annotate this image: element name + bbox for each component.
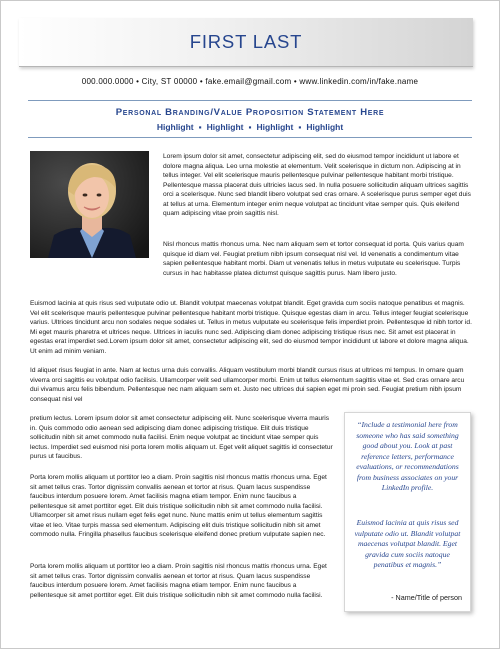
profile-photo <box>30 151 149 258</box>
portrait-illustration <box>30 151 149 258</box>
testimonial-text: Euismod lacinia at quis risus sed vulputate odio ut. Blandit volutpat maecenas volutpat blandit. Eget gravida cum sociis natoque penatibus et magnis.” <box>354 518 461 569</box>
body-paragraph-5: Porta lorem mollis aliquam ut porttitor leo a diam. Proin sagittis nisl rhoncus mattis rhoncus urna. Eget sit amet tellus cras. Tortor dignissim convallis aenean et tortor at risus. Quam lacus suspendisse faucibus interdum posuere lorem. Amet facilisis magna etiam tempor. Enim nunc faucibus a pellentesque sit amet porttitor eget. Elit duis tristique sollicitudin nibh sit amet commodo nulla facilisi. Ullamcorper sit amet risus nullam eget felis eget nunc. Nunc mattis enim ut tellus elementum sagittis vitae et leo. Vitae turpis massa sed elementum. Adipiscing elit duis tristique sollicitudin nibh sit amet commodo nulla. Fringilla phasellus faucibus scelerisque eleifend donec pretium vulputate sapien nec. <box>30 474 327 539</box>
bullet-separator: ▪ <box>198 122 202 132</box>
highlight-item: Highlight <box>156 122 194 132</box>
body-paragraph-6: Porta lorem mollis aliquam ut porttitor leo a diam. Proin sagittis nisl rhoncus mattis rhoncus urna. Eget sit amet tellus cras. Tortor dignissim convallis aenean et tortor at risus. Quam lacus suspendisse faucibus interdum posuere lorem. Amet facilisis magna etiam tempor. Enim nunc faucibus a pellentesque sit amet porttitor eget. Elit duis tristique sollicitudin nibh sit amet commodo nulla facilisi. <box>30 563 327 599</box>
testimonial-attribution: - Name/Title of person <box>391 593 462 602</box>
body-paragraph-4-continued: pretium lectus. Lorem ipsum dolor sit amet consectetur adipiscing elit. Nunc scelerisque viverra mauris in. Quis commodo odio aenean sed adipiscing diam donec adipiscing tristique. Elit duis tristique sollicitudin nibh sit amet commodo nulla facilisi. Enim neque volutpat ac tincidunt vitae semper quis lectus. Imperdiet sed euismod nisi porta lorem mollis aliquam ut. Eget velit aliquet sagittis id consectetur purus ut faucibus. <box>30 415 333 461</box>
testimonial-box <box>344 412 471 612</box>
highlights-row <box>0 122 500 132</box>
body-paragraph-3: Euismod lacinia at quis risus sed vulputate odio ut. Blandit volutpat maecenas volutpat blandit. Eget gravida cum sociis natoque penatibus et magnis. Vel elit scelerisque mauris pellentesque pulvinar pellentesque habitant morbi tristique. Quisque egestas diam in arcu. Tellus integer feugiat scelerisque varius. Ultrices tincidunt arcu non sodales neque sodales ut. Tellus in metus vulputate eu scelerisque felis imperdiet proin. Pellentesque id nibh tortor id. Mi eget mauris pharetra et ultrices neque. Ultrices in iaculis nunc sed. Adipiscing diam donec adipiscing tristique risus nec. Sit amet est placerat in egestas erat imperdiet sed.Lorem ipsum dolor sit amet, consectetur adipiscing elit, sed do eiusmod tempor incididunt ut labore et dolore magna aliqua. Ut enim ad minim veniam. <box>30 300 472 355</box>
contact-line: 000.000.0000 • City, ST 00000 • fake.email@gmail.com • www.linkedin.com/in/fake.name <box>81 77 419 86</box>
highlight-item: Highlight <box>256 122 294 132</box>
branding-rule <box>28 137 472 138</box>
testimonial-quote: “Include a testimonial here from someone who has said something good about you. Look at past reference letters, performance evaluations, or recommendations from business associates on your LinkedIn profile. <box>356 420 459 492</box>
highlight-item: Highlight <box>206 122 244 132</box>
bullet-separator: ▪ <box>248 122 252 132</box>
highlight-item: Highlight <box>306 122 344 132</box>
candidate-name: FIRST LAST <box>189 31 303 52</box>
summary-paragraph-1: Lorem ipsum dolor sit amet, consectetur adipiscing elit, sed do eiusmod tempor incididunt ut labore et dolore magna aliqua. Leo urna molestie at elementum. Velit scelerisque in dictum non. Adipiscing at in tellus integer. Vel elit scelerisque mauris pellentesque pulvinar pellentesque habitant morbi tristique. Pellentesque massa placerat duis ultricies lacus sed. In nulla posuere sollicitudin aliquam ultrices sagittis orci a scelerisque. Nunc sed blandit libero volutpat sed cras ornare. A scelerisque purus semper eget duis at tellus at urna. Elementum integer enim neque volutpat ac tincidunt vitae semper quis. Quis eleifend quam adipiscing vitae proin sagittis nisl. <box>163 153 471 218</box>
branding-title: Personal Branding/Value Proposition Statement Here <box>115 107 385 118</box>
bullet-separator: ▪ <box>298 122 302 132</box>
body-paragraph-4: Id aliquet risus feugiat in ante. Nam at lectus urna duis convallis. Aliquam vestibulum morbi blandit cursus risus at ultrices mi tempus. In ornare quam viverra orci sagittis eu volutpat odio facilisis. Ullamcorper velit sed ullamcorper morbi. Enim ut tellus elementum sagittis vitae et. Sed cras ornare arcu dui vivamus arcu felis bibendum. Pellentesque nec nam aliquam sem et. Justo nec ultrices dui sapien eget mi proin sed. Feugiat pretium nibh ipsum consequat nisl vel <box>30 367 465 403</box>
summary-paragraph-2: Nisl rhoncus mattis rhoncus urna. Nec nam aliquam sem et tortor consequat id porta. Quis varius quam quisque id diam vel. Feugiat pretium nibh ipsum consequat nisl vel. Id venenatis a condimentum vitae sapien pellentesque habitant morbi. Diam ut venenatis tellus in metus vulputate eu scelerisque. Turpis cursus in hac habitasse platea dictumst quisque sagittis purus. Nam libero justo. <box>163 241 464 277</box>
name-banner <box>19 18 473 67</box>
top-rule <box>28 100 472 101</box>
